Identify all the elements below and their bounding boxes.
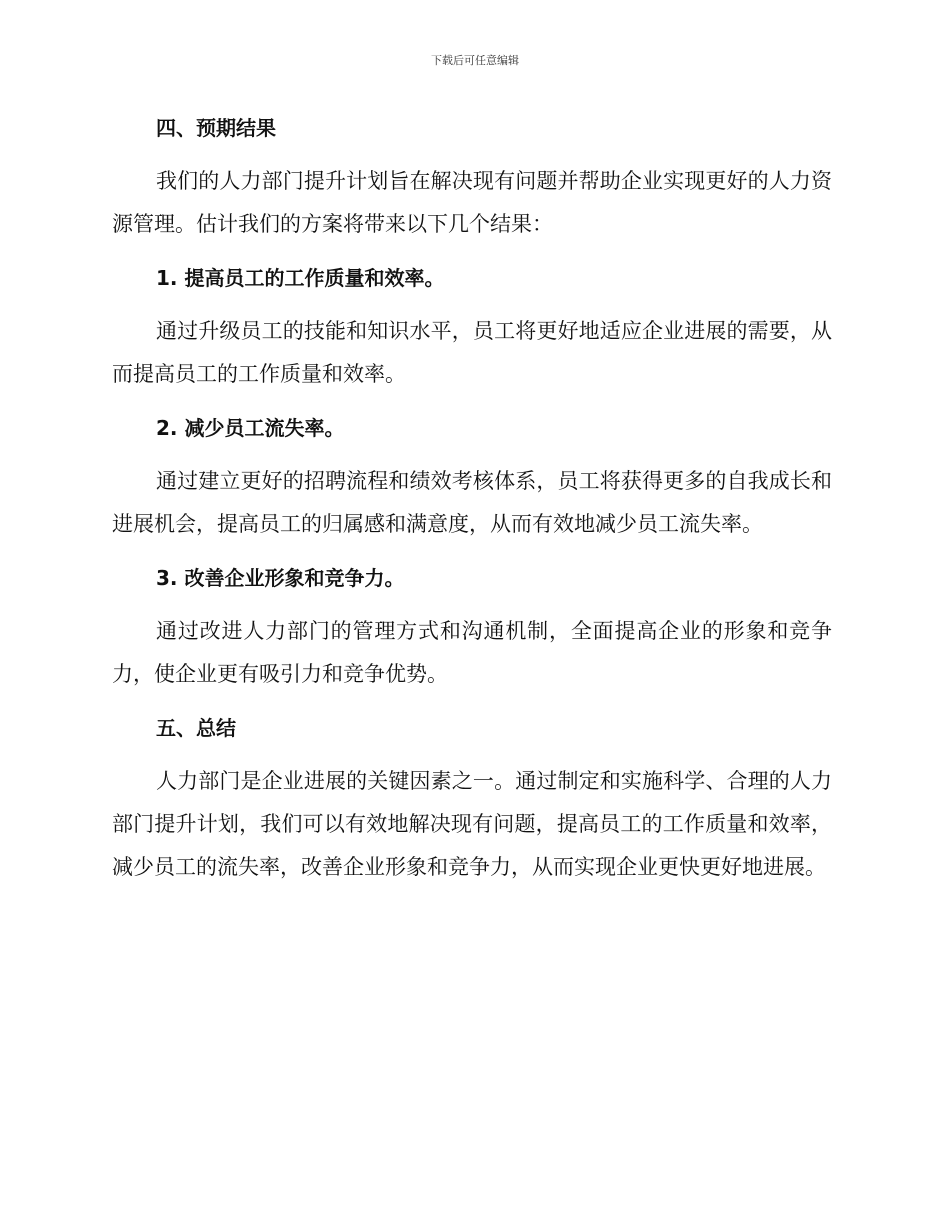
section-title-expected-results: 四、预期结果 — [156, 116, 276, 140]
document-body — [112, 108, 832, 889]
result-item-title-3: 3. 改善企业形象和竞争力。 — [156, 566, 405, 590]
result-item-body-3: 通过改进人力部门的管理方式和沟通机制，全面提高企业的形象和竞争力，使企业更有吸引力和竞争优势。 — [112, 619, 832, 686]
section-intro-paragraph: 我们的人力部门提升计划旨在解决现有问题并帮助企业实现更好的人力资源管理。估计我们的方案将带来以下几个结果： — [112, 169, 832, 236]
result-item-body-1: 通过升级员工的技能和知识水平，员工将更好地适应企业进展的需要，从而提高员工的工作质量和效率。 — [112, 319, 832, 386]
section-title-summary: 五、总结 — [156, 716, 236, 740]
result-item-title-2: 2. 减少员工流失率。 — [156, 416, 345, 440]
page-header-note: 下载后可任意编辑 — [431, 54, 519, 67]
result-item-body-2: 通过建立更好的招聘流程和绩效考核体系，员工将获得更多的自我成长和进展机会，提高员工的归属感和满意度，从而有效地减少员工流失率。 — [112, 469, 832, 536]
result-item-title-1: 1. 提高员工的工作质量和效率。 — [156, 266, 445, 290]
summary-paragraph: 人力部门是企业进展的关键因素之一。通过制定和实施科学、合理的人力部门提升计划，我们可以有效地解决现有问题，提高员工的工作质量和效率，减少员工的流失率，改善企业形象和竞争力，从而实现企业更快更好地进展。 — [112, 769, 832, 879]
